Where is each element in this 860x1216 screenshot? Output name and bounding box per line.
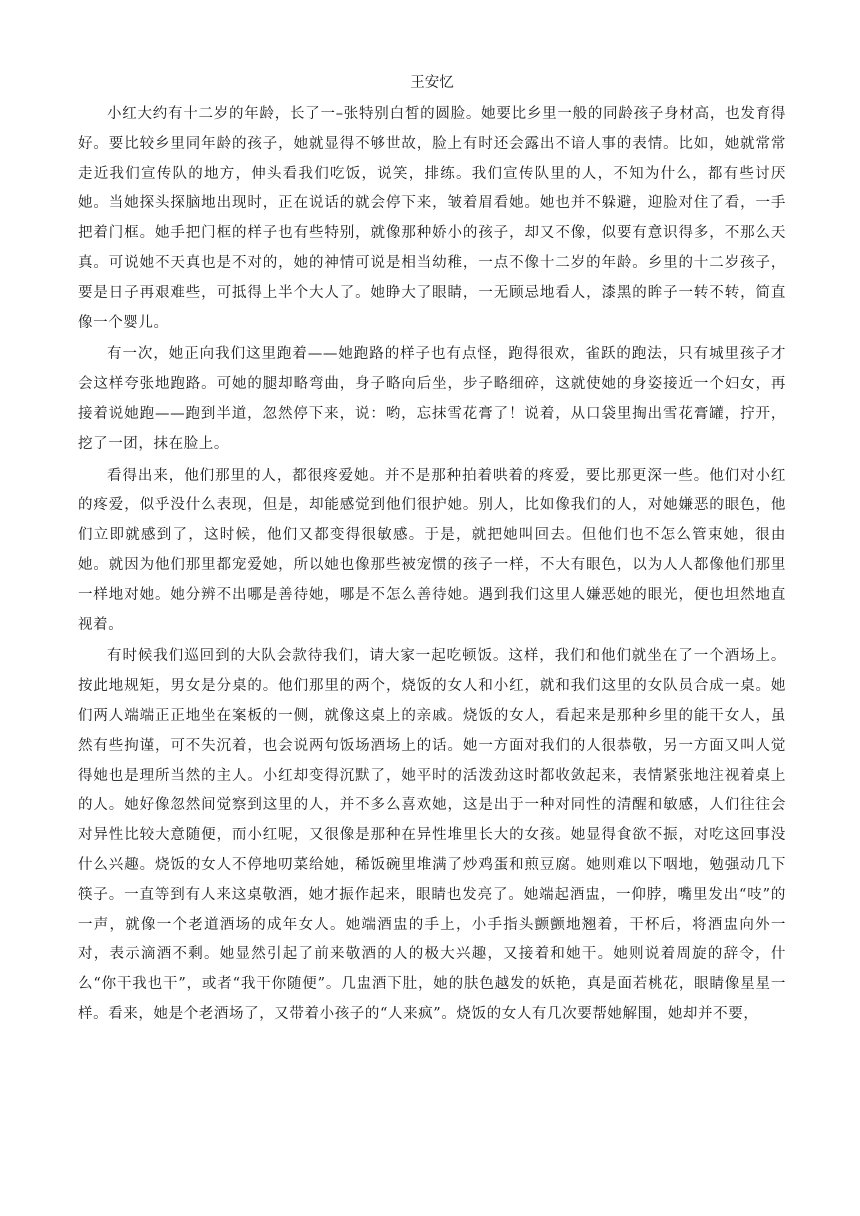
- paragraph-1: 小红大约有十二岁的年龄，长了一–张特别白皙的圆脸。她要比乡里一般的同龄孩子身材高，也发育得好。要比较乡里同年龄的孩子，她就显得不够世故，脸上有时还会露出不谙人事的表情。比如，她就常常走近我们宣传队的地方，伸头看我们吃饭，说笑，排练。我们宣传队里的人，不知为什么，都有些讨厌她。当她探头探脑地出现时，正在说话的就会停下来，皱着眉看她。她也并不躲避，迎脸对住了看，一手把着门框。她手把门框的样子也有些特别，就像那种娇小的孩子，却又不像，似要有意识得多，不那么天真。可说她不天真也是不对的，她的神情可说是相当幼稚，一点不像十二岁的年龄。乡里的十二岁孩子，要是日子再艰难些，可抵得上半个大人了。她睁大了眼睛，一无顾忌地看人，漆黑的眸子一转不转，简直像一个婴儿。: [78, 106, 786, 331]
- document-page: [78, 68, 786, 1032]
- paragraph-2: 有一次，她正向我们这里跑着——她跑路的样子也有点怪，跑得很欢，雀跃的跑法，只有城里孩子才会这样夸张地跑路。可她的腿却略弯曲，身子略向后坐，步子略细碎，这就使她的身姿接近一个妇女，再接着说她跑——跑到半道，忽然停下来，说：哟，忘抹雪花膏了！说着，从口袋里掏出雪花膏罐，拧开，挖了一团，抹在脸上。: [78, 346, 786, 452]
- paragraph-3: 看得出来，他们那里的人，都很疼爱她。并不是那种拍着哄着的疼爱，要比那更深一些。他们对小红的疼爱，似乎没什么表现，但是，却能感觉到他们很护她。别人，比如像我们的人，对她嫌恶的眼色，他们立即就感到了，这时候，他们又都变得很敏感。于是，就把她叫回去。但他们也不怎么管束她，很由她。就因为他们那里都宠爱她，所以她也像那些被宠惯的孩子一样，不大有眼色，以为人人都像他们那里一样地对她。她分辨不出哪是善待她，哪是不怎么善待她。遇到我们这里人嫌恶她的眼光，便也坦然地直视着。: [78, 467, 786, 633]
- paragraph-4: 有时候我们巡回到的大队会款待我们，请大家一起吃顿饭。这样，我们和他们就坐在了一个酒场上。按此地规矩，男女是分桌的。他们那里的两个，烧饭的女人和小红，就和我们这里的女队员合成一桌。她们两人端端正正地坐在案板的一侧，就像这桌上的亲戚。烧饭的女人，看起来是那种乡里的能干女人，虽然有些拘谨，可不失沉着，也会说两句饭场酒场上的话。她一方面对我们的人很恭敬，另一方面又叫人觉得她也是理所当然的主人。小红却变得沉默了，她平时的活泼劲这时都收敛起来，表情紧张地注视着桌上的人。她好像忽然间觉察到这里的人，并不多么喜欢她，这是出于一种对同性的清醒和敏感，人们往往会对异性比较大意随便，而小红呢，又很像是那种在异性堆里长大的女孩。她显得食欲不振，对吃这回事没什么兴趣。烧饭的女人不停地叨菜给她，稀饭碗里堆满了炒鸡蛋和煎豆腐。她则难以下咽地，勉强动几下筷子。一直等到有人来这桌敬酒，她才振作起来，眼睛也发亮了。她端起酒盅，一仰脖，嘴里发出“吱”的一声，就像一个老道酒场的成年女人。她端酒盅的手上，小手指头颤颤地翘着，干杯后，将酒盅向外一对，表示滴酒不剩。她显然引起了前来敬酒的人的极大兴趣，又接着和她干。她则说着周旋的辞令，什么“你干我也干”，或者“我干你随便”。几盅酒下肚，她的肤色越发的妖艳，真是面若桃花，眼睛像星星一样。看来，她是个老酒场了，又带着小孩子的“人来疯”。烧饭的女人有几次要帮她解围，她却并不要，: [78, 648, 786, 1022]
- author-name: 王安忆: [410, 75, 454, 91]
